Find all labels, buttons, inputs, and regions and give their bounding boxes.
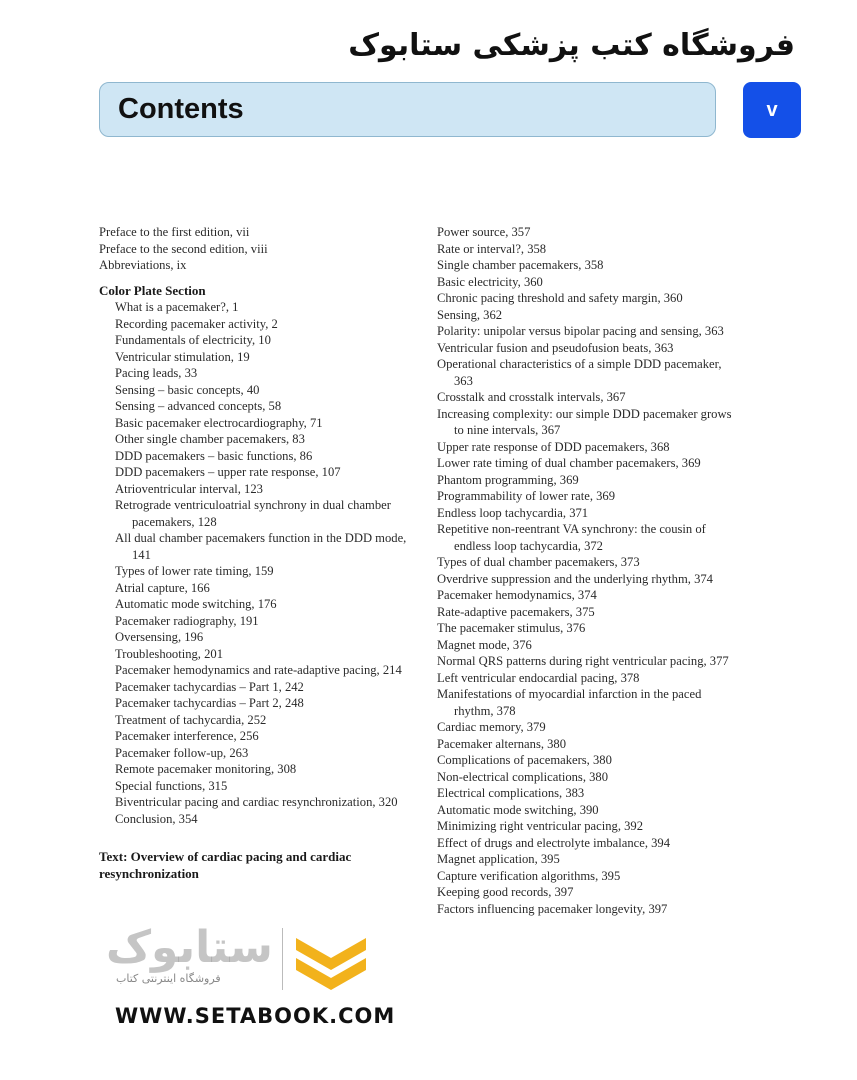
toc-right-column [437, 224, 737, 917]
toc-entry: Retrograde ventriculoatrial synchrony in dual chamber pacemakers, 128 [115, 498, 391, 529]
toc-entry: Increasing complexity: our simple DDD pacemaker grows to nine intervals, 367 [437, 406, 732, 437]
toc-entry: Rate or interval?, 358 [437, 241, 547, 256]
toc-entry: Effect of drugs and electrolyte imbalance, 394 [437, 835, 671, 850]
toc-entry: Endless loop tachycardia, 371 [437, 505, 589, 520]
toc-entry: Normal QRS patterns during right ventricular pacing, 377 [437, 654, 729, 668]
toc-entry: Complications of pacemakers, 380 [437, 753, 612, 767]
toc-entry: Basic pacemaker electrocardiography, 71 [115, 415, 323, 430]
toc-entry: Polarity: unipolar versus bipolar pacing and sensing, 363 [437, 324, 724, 338]
toc-entry: Minimizing right ventricular pacing, 392 [437, 819, 644, 833]
toc-entry: Factors influencing pacemaker longevity, 397 [437, 901, 668, 916]
section-heading-color-plate: Color Plate Section [99, 282, 206, 298]
text-section-list [437, 224, 737, 917]
toc-entry: Types of lower rate timing, 159 [115, 564, 274, 578]
section-heading-text: Text: Overview of cardiac pacing and cardiac resynchronization [99, 849, 352, 881]
toc-entry: Pacemaker follow-up, 263 [115, 745, 249, 760]
page-title: Contents [118, 93, 244, 125]
toc-entry: Chronic pacing threshold and safety margin, 360 [437, 291, 683, 305]
toc-entry: Electrical complications, 383 [437, 786, 585, 800]
color-plate-list [99, 299, 411, 827]
toc-entry: Pacemaker tachycardias – Part 2, 248 [115, 696, 304, 710]
toc-entry: Manifestations of myocardial infarction in the paced rhythm, 378 [437, 687, 702, 718]
watermark-logo-text: ستابوک [106, 922, 273, 973]
toc-entry: Troubleshooting, 201 [115, 646, 223, 661]
toc-entry: Atrioventricular interval, 123 [115, 481, 263, 496]
watermark-logo-subtitle: فروشگاه اینترنتی کتاب [116, 972, 221, 985]
toc-entry: DDD pacemakers – upper rate response, 107 [115, 465, 341, 479]
toc-entry: Pacemaker hemodynamics and rate-adaptive pacing, 214 [115, 663, 402, 677]
toc-entry: Remote pacemaker monitoring, 308 [115, 762, 297, 776]
toc-entry: Overdrive suppression and the underlying rhythm, 374 [437, 571, 713, 586]
toc-entry: DDD pacemakers – basic functions, 86 [115, 448, 313, 463]
toc-entry: Magnet mode, 376 [437, 637, 532, 652]
toc-entry: Other single chamber pacemakers, 83 [115, 432, 305, 446]
watermark-logo [96, 918, 396, 998]
toc-entry: Rate-adaptive pacemakers, 375 [437, 604, 595, 619]
toc-entry: Basic electricity, 360 [437, 274, 543, 289]
toc-entry: Oversensing, 196 [115, 630, 204, 644]
toc-entry: Sensing – basic concepts, 40 [115, 382, 260, 397]
toc-entry: Programmability of lower rate, 369 [437, 489, 616, 503]
toc-entry: Power source, 357 [437, 225, 531, 239]
toc-entry: Keeping good records, 397 [437, 885, 574, 899]
toc-entry: Atrial capture, 166 [115, 580, 210, 595]
toc-entry: Types of dual chamber pacemakers, 373 [437, 555, 640, 569]
toc-entry: Ventricular stimulation, 19 [115, 349, 250, 364]
chevron-logo-icon [292, 932, 370, 992]
toc-entry: Automatic mode switching, 390 [437, 802, 599, 817]
toc-entry: Preface to the second edition, viii [99, 241, 268, 256]
page-number-badge: v [743, 82, 801, 138]
toc-entry: Treatment of tachycardia, 252 [115, 712, 267, 727]
toc-entry: Crosstalk and crosstalk intervals, 367 [437, 390, 626, 404]
toc-entry: Upper rate response of DDD pacemakers, 368 [437, 439, 670, 454]
toc-entry: Pacing leads, 33 [115, 366, 198, 380]
toc-entry: Magnet application, 395 [437, 852, 560, 866]
toc-entry: Preface to the first edition, vii [99, 225, 250, 239]
toc-entry: Lower rate timing of dual chamber pacemakers, 369 [437, 456, 701, 470]
toc-entry: Operational characteristics of a simple DDD pacemaker, 363 [437, 357, 722, 388]
toc-entry: Non-electrical complications, 380 [437, 769, 609, 784]
toc-entry: Pacemaker tachycardias – Part 1, 242 [115, 679, 304, 694]
toc-entry: Cardiac memory, 379 [437, 720, 546, 734]
toc-entry: What is a pacemaker?, 1 [115, 300, 239, 314]
toc-entry: Sensing, 362 [437, 307, 503, 322]
toc-entry: Phantom programming, 369 [437, 472, 579, 487]
toc-entry: Pacemaker radiography, 191 [115, 613, 259, 628]
toc-entry: Conclusion, 354 [115, 811, 198, 826]
toc-entry: Fundamentals of electricity, 10 [115, 333, 271, 347]
toc-left-column [99, 224, 411, 882]
front-matter-list [99, 224, 411, 274]
toc-entry: The pacemaker stimulus, 376 [437, 621, 586, 635]
toc-entry: Capture verification algorithms, 395 [437, 868, 621, 883]
toc-entry: Pacemaker interference, 256 [115, 729, 259, 743]
watermark-divider [282, 928, 283, 990]
toc-entry: Pacemaker alternans, 380 [437, 736, 567, 751]
toc-entry: Left ventricular endocardial pacing, 378 [437, 670, 640, 685]
toc-entry: Abbreviations, ix [99, 258, 187, 272]
toc-entry: Automatic mode switching, 176 [115, 597, 277, 611]
toc-entry: Single chamber pacemakers, 358 [437, 258, 604, 272]
toc-entry: Repetitive non-reentrant VA synchrony: the cousin of endless loop tachycardia, 372 [437, 522, 706, 553]
toc-entry: Sensing – advanced concepts, 58 [115, 399, 282, 413]
toc-entry: Ventricular fusion and pseudofusion beats, 363 [437, 340, 674, 355]
toc-entry: All dual chamber pacemakers function in the DDD mode, 141 [115, 531, 407, 562]
contents-banner [99, 82, 716, 137]
toc-entry: Special functions, 315 [115, 778, 228, 793]
toc-entry: Recording pacemaker activity, 2 [115, 316, 278, 331]
toc-entry: Biventricular pacing and cardiac resynchronization, 320 [115, 795, 398, 809]
watermark-url: WWW.SETABOOK.COM [115, 1004, 396, 1028]
toc-entry: Pacemaker hemodynamics, 374 [437, 588, 597, 602]
brand-header: فروشگاه کتب پزشکی ستابوک [348, 28, 795, 63]
